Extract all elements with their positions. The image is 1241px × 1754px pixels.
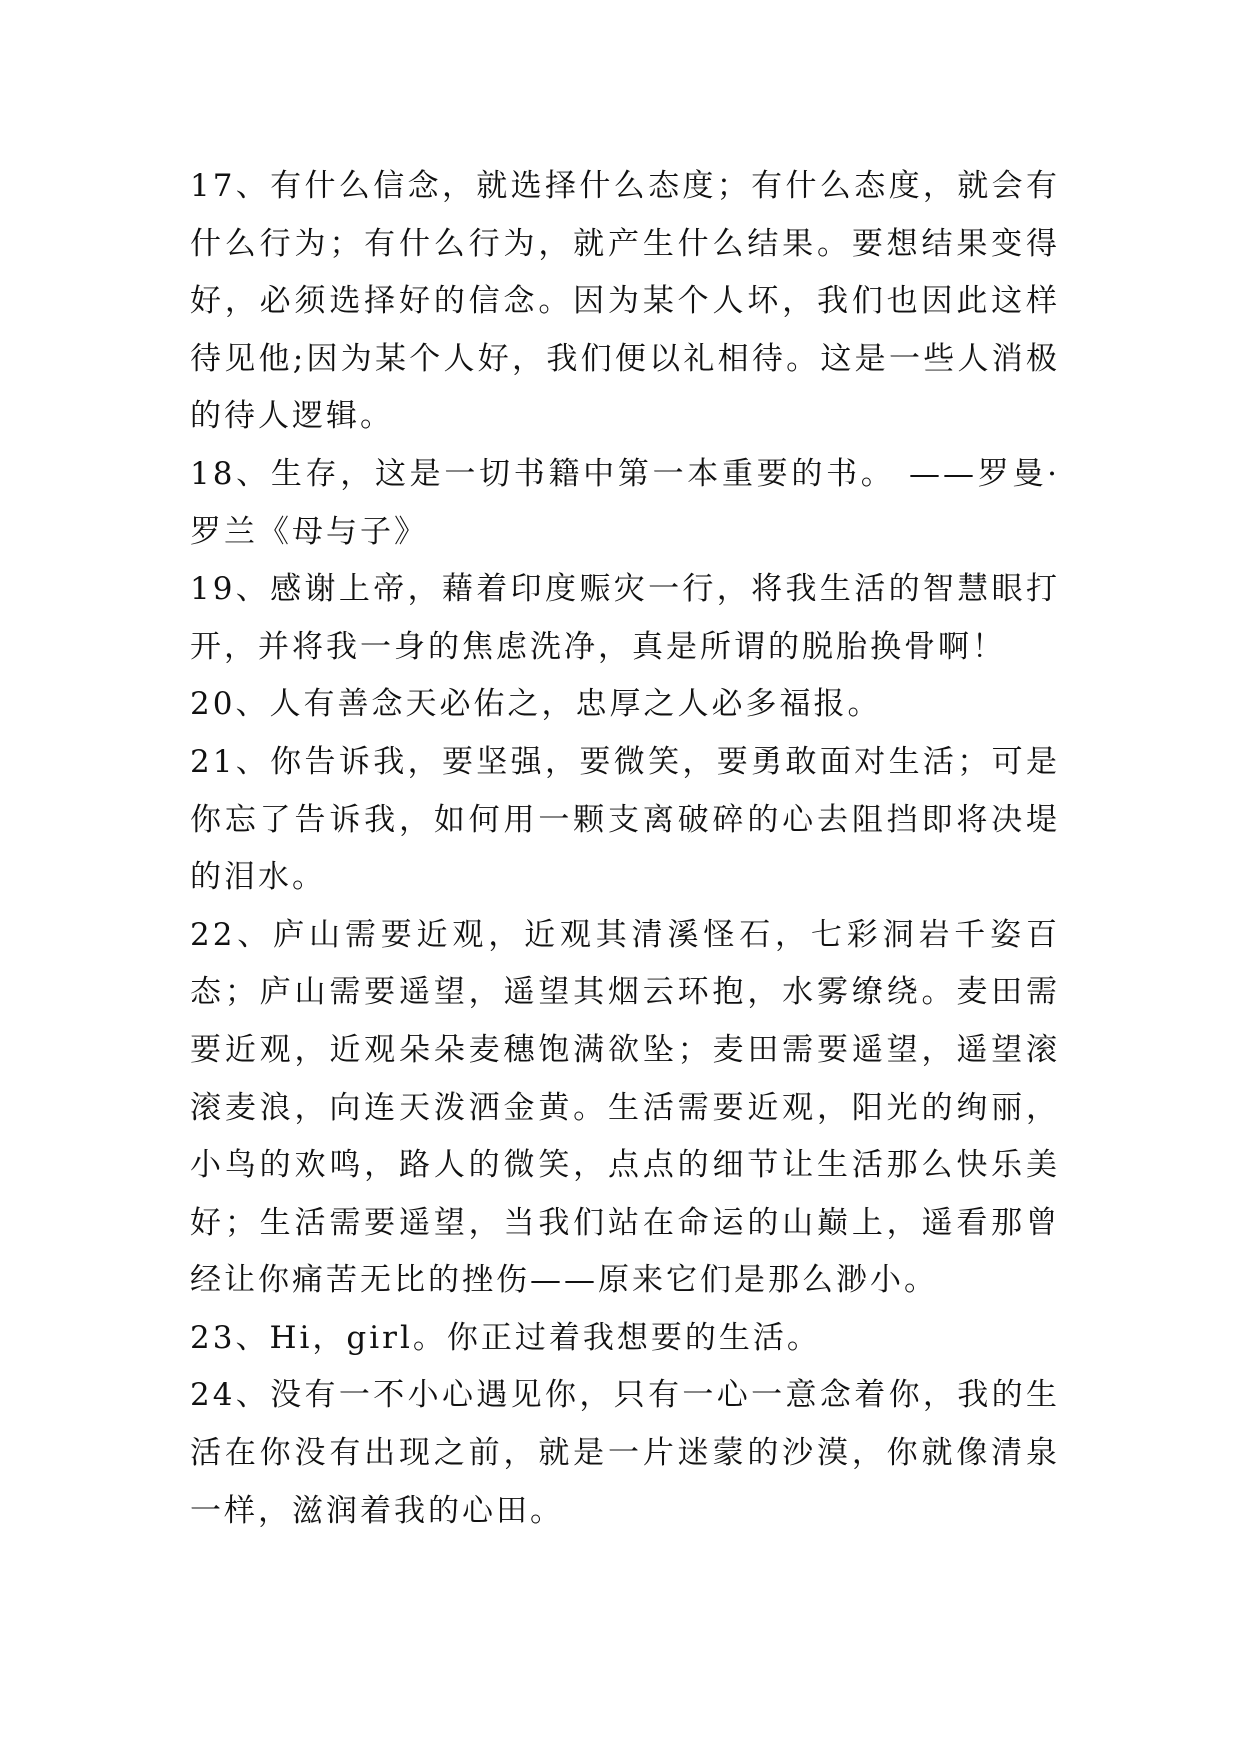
- paragraph-24: 24、没有一不小心遇见你，只有一心一意念着你，我的生活在你没有出现之前，就是一片迷蒙的沙漠，你就像清泉一样，滋润着我的心田。: [190, 1377, 1060, 1529]
- paragraph-21: 21、你告诉我，要坚强，要微笑，要勇敢面对生活；可是你忘了告诉我，如何用一颗支离破碎的心去阻挡即将决堤的泪水。: [190, 743, 1060, 896]
- paragraph-17: 17、有什么信念，就选择什么态度；有什么态度，就会有什么行为；有什么行为，就产生什么结果。要想结果变得好，必须选择好的信念。因为某个人坏，我们也因此这样待见他;因为某个人好，我们便以礼相待。这是一些人消极的待人逻辑。: [190, 168, 1060, 435]
- paragraph-23: 23、Hi，girl。你正过着我想要的生活。: [190, 1319, 821, 1356]
- paragraph-19: 19、感谢上帝，藉着印度赈灾一行，将我生活的智慧眼打开，并将我一身的焦虑洗净，真是所谓的脱胎换骨啊！: [190, 571, 1060, 665]
- document-body: [190, 158, 1060, 1540]
- paragraph-22: 22、庐山需要近观，近观其清溪怪石，七彩洞岩千姿百态；庐山需要遥望，遥望其烟云环抱，水雾缭绕。麦田需要近观，近观朵朵麦穗饱满欲坠；麦田需要遥望，遥望滚滚麦浪，向连天泼洒金黄。生活需要近观，阳光的绚丽，小鸟的欢鸣，路人的微笑，点点的细节让生活那么快乐美好；生活需要遥望，当我们站在命运的山巅上，遥看那曾经让你痛苦无比的挫伤——原来它们是那么渺小。: [190, 916, 1060, 1299]
- paragraph-18: 18、生存，这是一切书籍中第一本重要的书。 ——罗曼·罗兰《母与子》: [190, 455, 1060, 550]
- paragraph-20: 20、人有善念天必佑之，忠厚之人必多福报。: [190, 686, 882, 723]
